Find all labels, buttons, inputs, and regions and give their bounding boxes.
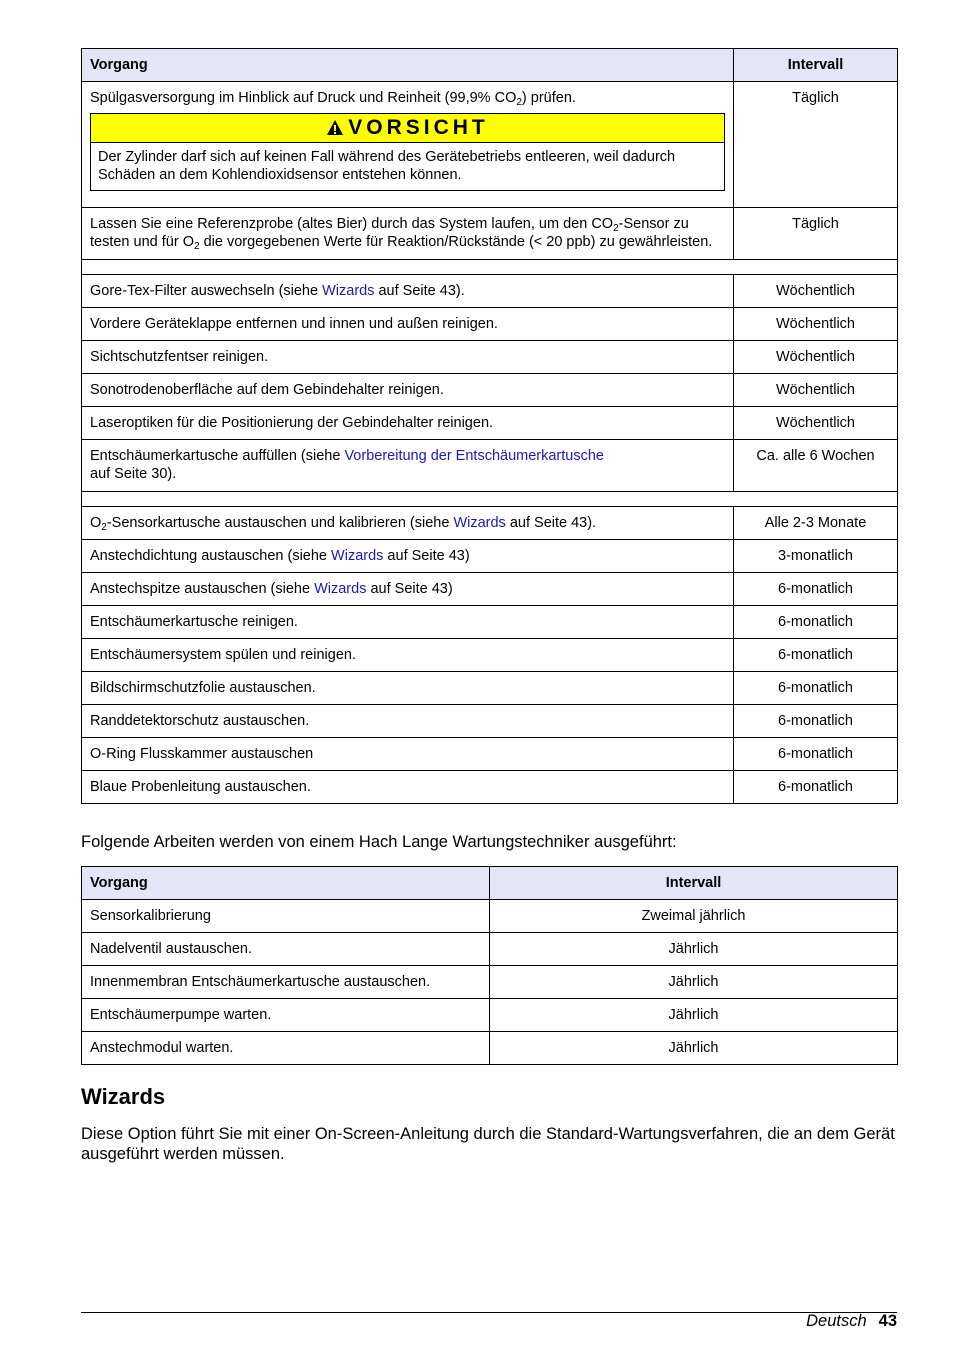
table-header-row	[82, 867, 898, 900]
interval-cell: Zweimal jährlich	[490, 900, 898, 933]
table-row	[82, 374, 898, 407]
wizards-link[interactable]: Wizards	[314, 581, 367, 597]
interval-cell: 6-monatlich	[734, 738, 898, 771]
task-cell: Sichtschutzfentser reinigen.	[82, 341, 734, 374]
page-number: 43	[878, 1312, 897, 1330]
caution-text: Der Zylinder darf sich auf keinen Fall während des Gerätebetriebs entleeren, weil dadurch Schäden an dem Kohlendioxidsensor entstehen können.	[98, 149, 676, 183]
task-cell: Gore-Tex-Filter auswechseln (siehe Wizards auf Seite 43).	[82, 275, 734, 308]
wizards-link[interactable]: Wizards	[322, 283, 375, 299]
interval-cell: 3-monatlich	[734, 540, 898, 573]
antifoam-preparation-link[interactable]: Vorbereitung der Entschäumerkartusche	[344, 448, 604, 464]
wizards-link[interactable]: Wizards	[453, 515, 506, 531]
interval-cell: 6-monatlich	[734, 606, 898, 639]
table-row	[82, 1032, 898, 1065]
warning-triangle-icon	[326, 116, 344, 144]
task-cell: Blaue Probenleitung austauschen.	[82, 771, 734, 804]
interval-cell: 6-monatlich	[734, 771, 898, 804]
task-cell: O-Ring Flusskammer austauschen	[82, 738, 734, 771]
technician-intro-text: Folgende Arbeiten werden von einem Hach Lange Wartungstechniker ausgeführt:	[81, 833, 677, 851]
task-cell: Innenmembran Entschäumerkartusche austauschen.	[82, 966, 490, 999]
task-cell: Entschäumerkartusche auffüllen (siehe Vorbereitung der Entschäumerkartusche auf Seite 30).	[82, 440, 734, 492]
task-cell: Bildschirmschutzfolie austauschen.	[82, 672, 734, 705]
interval-cell: Täglich	[734, 82, 898, 208]
spacer-row	[82, 260, 898, 275]
task-cell: Randdetektorschutz austauschen.	[82, 705, 734, 738]
table-row	[82, 738, 898, 771]
interval-cell: Jährlich	[490, 1032, 898, 1065]
task-cell: Sensorkalibrierung	[82, 900, 490, 933]
table-row	[82, 672, 898, 705]
column-header-interval: Intervall	[734, 49, 898, 82]
footer-language: Deutsch	[806, 1312, 867, 1330]
table-row	[82, 275, 898, 308]
task-cell: Lassen Sie eine Referenzprobe (altes Bier) durch das System laufen, um den $CO_2$-Sensor zu testen und für $O_2$ die vorgegebenen Werte für Reaktion/Rückstände (< 20 ppb) zu gewährleisten.	[82, 208, 734, 260]
interval-cell: Täglich	[734, 208, 898, 260]
table-row	[82, 208, 898, 260]
task-cell: Entschäumersystem spülen und reinigen.	[82, 639, 734, 672]
interval-cell: 6-monatlich	[734, 573, 898, 606]
task-cell: $O_2$-Sensorkartusche austauschen und kalibrieren (siehe Wizards auf Seite 43).	[82, 507, 734, 540]
interval-cell: 6-monatlich	[734, 639, 898, 672]
task-cell: Entschäumerkartusche reinigen.	[82, 606, 734, 639]
interval-cell: Wöchentlich	[734, 374, 898, 407]
section-heading: Wizards	[81, 1084, 166, 1109]
interval-cell: Jährlich	[490, 933, 898, 966]
column-header-task: Vorgang	[82, 867, 490, 900]
interval-cell: 6-monatlich	[734, 705, 898, 738]
interval-cell: 6-monatlich	[734, 672, 898, 705]
table-row	[82, 639, 898, 672]
wizards-link[interactable]: Wizards	[331, 548, 384, 564]
task-cell: Anstechmodul warten.	[82, 1032, 490, 1065]
technician-table	[81, 866, 898, 1065]
table-row	[82, 507, 898, 540]
interval-cell: Wöchentlich	[734, 407, 898, 440]
spacer-row	[82, 492, 898, 507]
table-row	[82, 341, 898, 374]
interval-cell: Wöchentlich	[734, 308, 898, 341]
interval-cell: Wöchentlich	[734, 341, 898, 374]
interval-cell: Jährlich	[490, 999, 898, 1032]
caution-title: VORSICHT	[348, 116, 489, 139]
interval-cell: Wöchentlich	[734, 275, 898, 308]
interval-cell: Ca. alle 6 Wochen	[734, 440, 898, 492]
interval-cell: Alle 2-3 Monate	[734, 507, 898, 540]
page-footer	[806, 1312, 897, 1331]
section-body-text: Diese Option führt Sie mit einer On-Screen-Anleitung durch die Standard-Wartungsverfahren, die an dem Gerät ausgeführt werden müssen.	[81, 1125, 895, 1163]
footer-divider	[81, 1312, 897, 1313]
task-cell: Vordere Geräteklappe entfernen und innen und außen reinigen.	[82, 308, 734, 341]
column-header-interval: Intervall	[490, 867, 898, 900]
table-row	[82, 999, 898, 1032]
task-text: Spülgasversorgung im Hinblick auf Druck und Reinheit (99,9% $CO_2$) prüfen.	[90, 90, 576, 108]
table-row	[82, 407, 898, 440]
table-header-row	[82, 49, 898, 82]
task-cell: Laseroptiken für die Positionierung der Gebindehalter reinigen.	[82, 407, 734, 440]
table-row	[82, 308, 898, 341]
interval-cell: Jährlich	[490, 966, 898, 999]
table-row	[82, 966, 898, 999]
table-row	[82, 573, 898, 606]
task-cell: Sonotrodenoberfläche auf dem Gebindehalter reinigen.	[82, 374, 734, 407]
table-row	[82, 900, 898, 933]
task-cell: Anstechdichtung austauschen (siehe Wizards auf Seite 43)	[82, 540, 734, 573]
table-row	[82, 540, 898, 573]
table-row	[82, 705, 898, 738]
caution-header	[91, 114, 724, 143]
column-header-task: Vorgang	[82, 49, 734, 82]
table-row	[82, 933, 898, 966]
maintenance-table	[81, 48, 898, 804]
task-cell: Nadelventil austauschen.	[82, 933, 490, 966]
table-row	[82, 440, 898, 492]
task-cell: Anstechspitze austauschen (siehe Wizards auf Seite 43)	[82, 573, 734, 606]
table-row	[82, 771, 898, 804]
task-cell: Entschäumerpumpe warten.	[82, 999, 490, 1032]
caution-box	[90, 113, 725, 191]
table-row	[82, 606, 898, 639]
task-cell	[82, 82, 734, 208]
table-row	[82, 82, 898, 208]
